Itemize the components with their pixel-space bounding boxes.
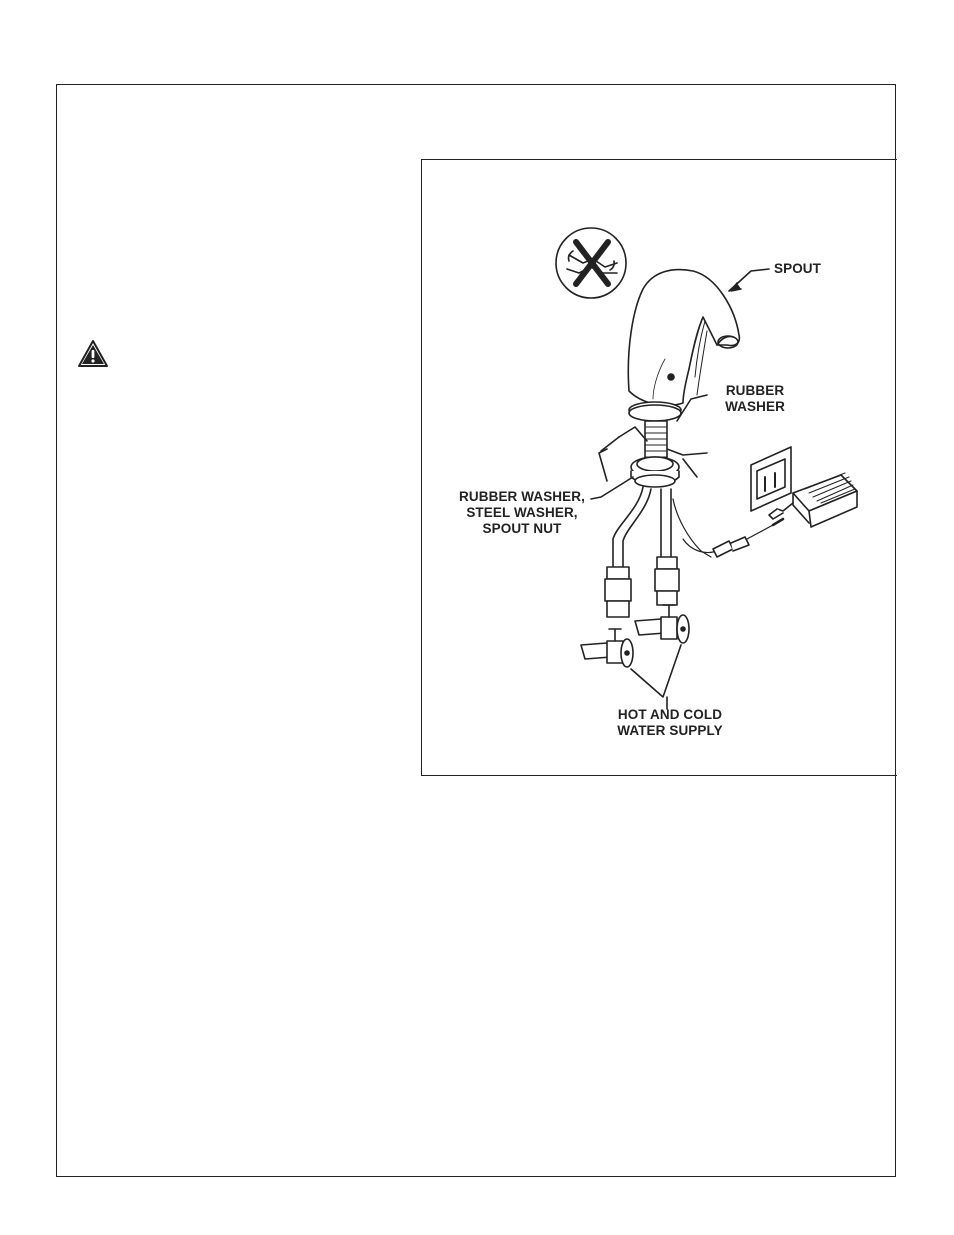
cable-connector [713, 519, 783, 557]
rubber-washer-callout: RUBBER WASHER [725, 383, 785, 414]
hose-fittings [605, 557, 679, 617]
no-tools-icon [556, 228, 626, 298]
faucet-installation-drawing [421, 159, 897, 776]
warning-icon [77, 339, 109, 369]
spout-callout: SPOUT [774, 261, 822, 276]
wall-outlet [751, 447, 791, 511]
water-supply-callout: HOT AND COLD WATER SUPPLY [617, 707, 723, 738]
supply-stops [581, 605, 689, 667]
washer-nut-callout: RUBBER WASHER, STEEL WASHER, SPOUT NUT [459, 489, 585, 536]
